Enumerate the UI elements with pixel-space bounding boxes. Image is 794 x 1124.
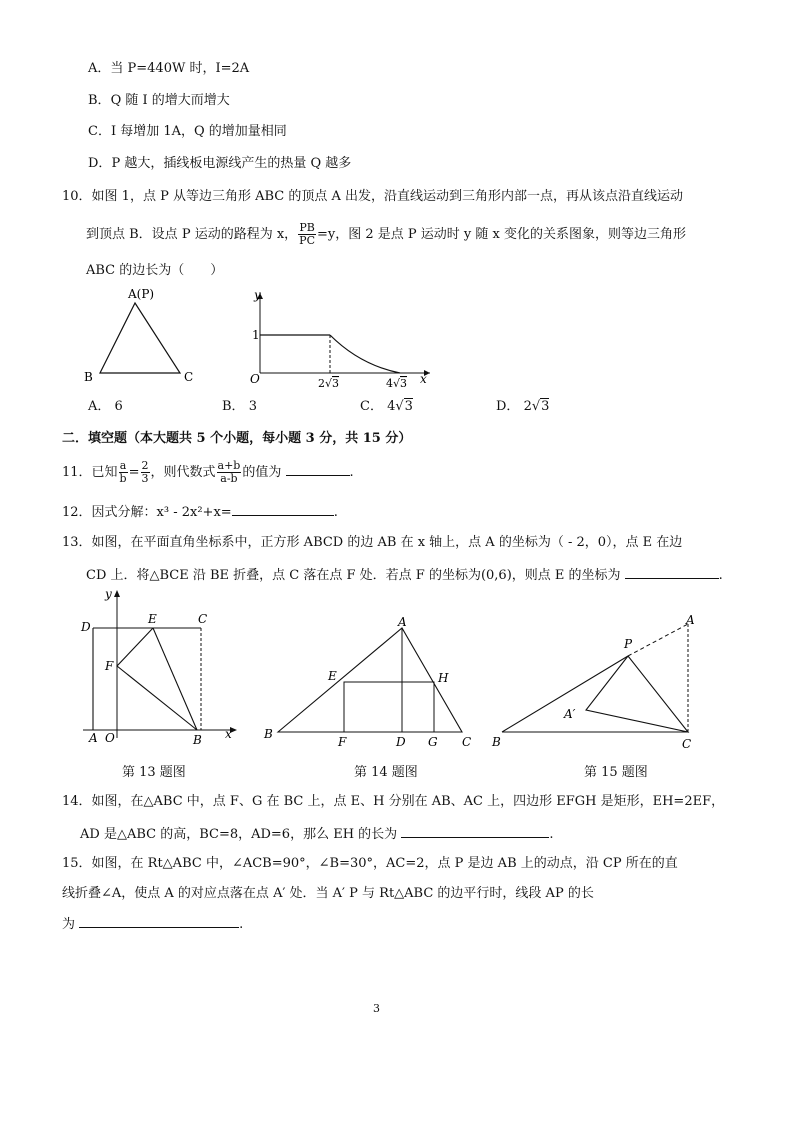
option-9b: B．Q 随 I 的增大而增大 — [88, 93, 230, 108]
q12: 12．因式分解：x³ - 2x²+x= . — [62, 505, 338, 520]
svg-text:C: C — [462, 735, 472, 749]
svg-text:H: H — [438, 671, 449, 685]
q10-line3: ABC 的边长为（ ） — [86, 263, 224, 278]
svg-text:D: D — [81, 620, 91, 634]
q15-line3: 为 . — [62, 917, 244, 932]
option-9a: A．当 P=440W 时，I=2A — [88, 61, 250, 76]
svg-text:E: E — [328, 669, 337, 683]
axis-y-label: y — [254, 288, 261, 302]
answer-blank-15[interactable] — [79, 915, 239, 928]
fig14-caption: 第 14 题图 — [354, 765, 418, 780]
answer-blank-11[interactable] — [286, 463, 350, 476]
svg-text:C: C — [682, 737, 692, 751]
svg-text:B: B — [193, 733, 202, 747]
svg-text:A: A — [89, 731, 98, 745]
section-title: 二．填空题（本大题共 5 个小题，每小题 3 分，共 15 分） — [62, 431, 412, 446]
fig13-diagram — [75, 588, 245, 748]
svg-text:G: G — [428, 735, 438, 749]
answer-blank-14[interactable] — [401, 825, 549, 838]
fig14-diagram — [262, 615, 472, 750]
label-c: C — [184, 370, 194, 384]
q10-figure2 — [240, 285, 440, 395]
q14-line1: 14．如图，在△ABC 中，点 F、G 在 BC 上，点 E、H 分别在 AB、AC 上，四边形 EFGH 是矩形，EH=2EF， — [62, 794, 725, 809]
answer-blank-13[interactable] — [625, 566, 719, 579]
fig15-diagram — [490, 613, 700, 751]
svg-text:E: E — [148, 612, 157, 626]
fig13-caption: 第 13 题图 — [122, 765, 186, 780]
svg-text:D: D — [396, 735, 406, 749]
page-number: 3 — [373, 1002, 380, 1015]
svg-text:F: F — [105, 659, 114, 673]
axis-x-label: x — [420, 372, 427, 386]
q10-line2: 到顶点 B．设点 P 运动的路程为 x， $\frac{PB}{PC}$ =y，图 2 是点 P 运动时 y 随 x 变化的关系图象，则等边三角形 — [86, 221, 686, 247]
q10-figure1 — [80, 285, 220, 395]
tick-2sqrt3: 2√3 — [318, 377, 340, 390]
svg-text:O: O — [105, 731, 115, 745]
tick-one: 1 — [252, 328, 260, 342]
q15-line1: 15．如图，在 Rt△ABC 中，∠ACB=90°，∠B=30°，AC=2，点 P 是边 AB 上的动点，沿 CP 所在的直 — [62, 856, 678, 871]
q14-line2: AD 是△ABC 的高，BC=8，AD=6，那么 EH 的长为 . — [80, 827, 554, 842]
q13-line1: 13．如图，在平面直角坐标系中，正方形 ABCD 的边 AB 在 x 轴上，点 A 的坐标为（ - 2，0），点 E 在边 — [62, 535, 683, 550]
triangle-abc — [100, 303, 180, 373]
q13-line2: CD 上．将△BCE 沿 BE 折叠，点 C 落在点 F 处．若点 F 的坐标为(0,6)，则点 E 的坐标为 . — [86, 568, 723, 583]
option-9c: C．I 每增加 1A，Q 的增加量相同 — [88, 124, 287, 139]
svg-text:y: y — [105, 587, 112, 601]
q15-line2: 线折叠∠A，使点 A 的对应点落在点 A′ 处．当 A′ P 与 Rt△ABC 的边平行时，线段 AP 的长 — [62, 886, 594, 901]
svg-text:A′: A′ — [564, 707, 576, 721]
q10-line1: 10．如图 1，点 P 从等边三角形 ABC 的顶点 A 出发，沿直线运动到三角形内部一点，再从该点沿直线运动 — [62, 189, 684, 204]
option-10b: B． 3 — [222, 399, 257, 414]
svg-text:F: F — [338, 735, 347, 749]
option-10d: D． 2√3 — [496, 399, 550, 414]
q11: 11．已知 $\frac{a}{b}$ = $\frac{2}{3}$ ，则代数式 $\frac{a+b}{a-b}$ 的值为 . — [62, 459, 354, 485]
svg-text:C: C — [198, 612, 208, 626]
svg-text:P: P — [624, 637, 633, 651]
label-b: B — [84, 370, 93, 384]
option-10a: A． 6 — [88, 399, 123, 414]
svg-text:x: x — [225, 727, 232, 741]
q10-fraction: $\frac{PB}{PC}$ — [299, 221, 315, 247]
svg-text:B: B — [264, 727, 273, 741]
svg-text:A: A — [686, 613, 695, 627]
svg-text:A: A — [398, 615, 407, 629]
origin: O — [250, 372, 260, 386]
option-9d: D．P 越大，插线板电源线产生的热量 Q 越多 — [88, 156, 352, 171]
label-a-p: A(P) — [128, 287, 155, 301]
svg-text:B: B — [492, 735, 501, 749]
fig15-caption: 第 15 题图 — [584, 765, 648, 780]
tick-4sqrt3: 4√3 — [386, 377, 408, 390]
answer-blank-12[interactable] — [232, 503, 334, 516]
option-10c: C． 4√3 — [360, 399, 413, 414]
